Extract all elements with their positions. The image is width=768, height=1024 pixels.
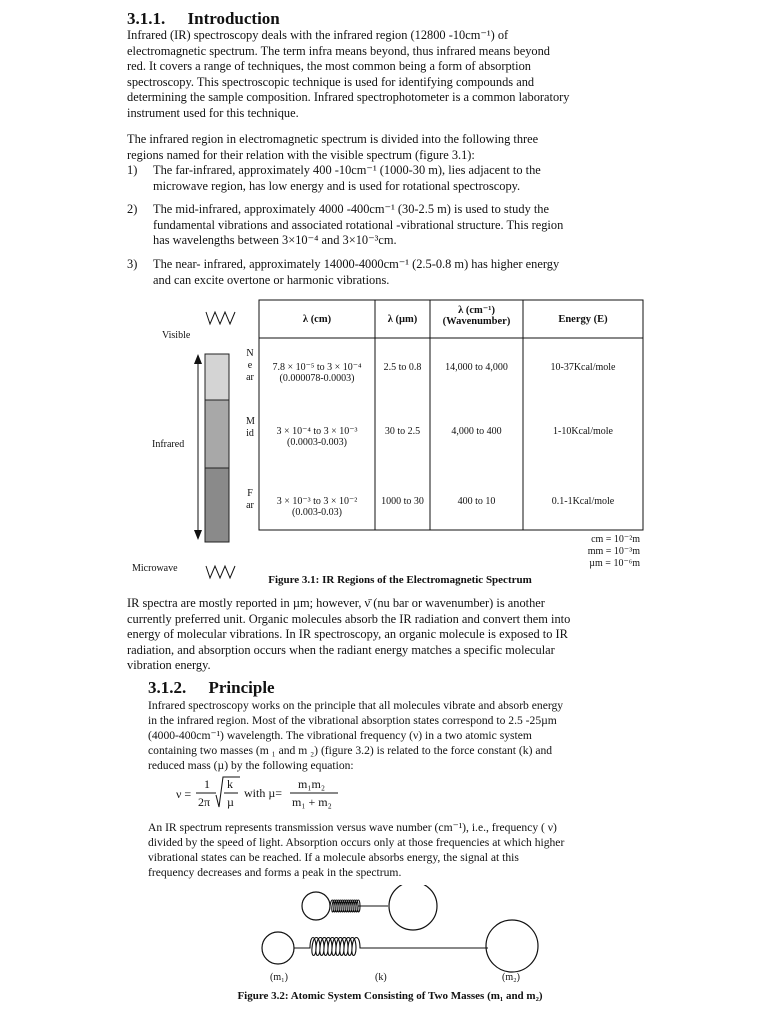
- text-line: has wavelengths between 3×10⁻⁴ and 3×10⁻³cm.: [153, 233, 397, 248]
- eq-two-pi: 2π: [198, 795, 211, 809]
- text-line: Infrared spectroscopy works on the principle that all molecules vibrate and absorb energy: [148, 699, 564, 712]
- text-line: The near- infrared, approximately 14000-4000cm⁻¹ (2.5-0.8 m) has higher energy: [153, 256, 560, 271]
- cell-energy: 10-37Kcal/mole: [550, 362, 616, 373]
- text-line: red. It covers a range of techniques, the most common being a form of absorption: [127, 59, 531, 74]
- figure-3-1: [120, 296, 650, 590]
- cell-wn: 14,000 to 4,000: [445, 362, 508, 373]
- intro-paragraph: [127, 28, 642, 122]
- cell-energy: 1-10Kcal/mole: [553, 426, 613, 437]
- eq-k: k: [227, 777, 233, 791]
- spring-extended: [294, 938, 488, 956]
- section-title: Principle: [208, 678, 275, 697]
- text-line: radiation, and absorption occurs when the radiant energy matches a specific molecular: [127, 642, 555, 657]
- list-number: 3): [127, 256, 138, 271]
- section-number: 3.1.1.: [127, 9, 166, 28]
- text-line: vibrational states can be reached. If a molecule absorbs energy, the signal at this: [148, 851, 519, 864]
- section-number: 3.1.2.: [148, 678, 187, 697]
- principle-paragraph: [148, 698, 648, 773]
- text-line: IR spectra are mostly reported in µm; however, ν̄ (nu bar or wavenumber) is another: [127, 596, 545, 610]
- mass-2-bottom: [486, 920, 538, 972]
- eq-mu: µ: [227, 795, 234, 809]
- band-near: [205, 354, 229, 400]
- text-line: electromagnetic spectrum. The term infra means beyond, thus infrared means beyond: [127, 43, 550, 58]
- mid-vertical-label: [244, 416, 256, 440]
- label-k: (k): [375, 972, 387, 983]
- table-row: [259, 362, 375, 384]
- header-wn: λ (cm⁻¹): [458, 305, 495, 316]
- text-line: The far-infrared, approximately 400 -10cm⁻¹ (1000-30 m), lies adjacent to the: [153, 163, 541, 177]
- eq-nu: ν =: [176, 787, 192, 801]
- text-line: spectroscopy. This spectroscopic technique is used for identifying compounds and: [127, 74, 535, 89]
- spectra-paragraph: [127, 596, 642, 674]
- text-line: An IR spectrum represents transmission versus wave number (cm⁻¹), i.e., frequency ( ν): [148, 821, 557, 834]
- text-line: microwave region, has low energy and is used for rotational spectroscopy.: [153, 178, 521, 193]
- unit-legend: [540, 534, 640, 570]
- unit-line: cm = 10⁻²m: [591, 534, 640, 545]
- text-line: and can excite overtone or harmonic vibrations.: [153, 272, 390, 287]
- text-line: energy of molecular vibrations. In IR spectroscopy, an organic molecule is exposed to IR: [127, 627, 568, 642]
- cell-um: 1000 to 30: [381, 496, 424, 507]
- text-line: Infrared (IR) spectroscopy deals with the infrared region (12800 -10cm⁻¹) of: [127, 28, 509, 42]
- regions-list: [127, 163, 642, 288]
- mass-2-top: [389, 885, 437, 930]
- microwave-label: Microwave: [132, 563, 178, 574]
- spectrum-paragraph: [148, 820, 648, 880]
- eq-numerator: m₁m₂: [298, 777, 326, 791]
- band-letters: Mid: [246, 416, 255, 439]
- band-letters: Near: [246, 348, 254, 383]
- list-number: 1): [127, 163, 138, 177]
- near-vertical-label: [244, 348, 256, 384]
- list-item: [127, 163, 642, 194]
- list-number: 2): [127, 202, 138, 217]
- text-line: containing two masses (m ₁ and m ₂) (figure 3.2) is related to the force constant (k) and: [148, 744, 553, 757]
- list-item: [127, 202, 642, 249]
- text-line: fundamental vibrations and associated rotational -vibrational structure. This region: [153, 217, 564, 232]
- unit-line: mm = 10⁻³m: [587, 546, 640, 557]
- text-line: in the infrared region. Most of the vibrational absorption states correspond to 2.5 -25µm: [148, 714, 557, 727]
- cell-cm: 3 × 10⁻³ to 3 × 10⁻²: [276, 496, 358, 507]
- eq-one: 1: [204, 777, 210, 791]
- cell-cm: 3 × 10⁻⁴ to 3 × 10⁻³: [276, 426, 358, 437]
- mass-1-bottom: [262, 932, 294, 964]
- cell-cm-decimal: (0.000078-0.0003): [279, 373, 355, 384]
- table-row: [259, 426, 375, 448]
- eq-denominator: m₁ + m₂: [292, 795, 332, 809]
- text-line: (4000-400cm⁻¹) wavelength. The vibrational frequency (ν) in a two atomic system: [148, 729, 532, 742]
- section-heading-intro: [127, 9, 280, 29]
- figure-3-2-caption: Figure 3.2: Atomic System Consisting of Two Masses (m₁ and m₂): [237, 990, 543, 1002]
- cell-cm: 7.8 × 10⁻⁵ to 3 × 10⁻⁴: [272, 362, 362, 373]
- frequency-equation: [170, 775, 370, 813]
- text-line: currently preferred unit. Organic molecules absorb the IR radiation and convert them into: [127, 611, 571, 626]
- cell-um: 30 to 2.5: [384, 426, 421, 437]
- text-line: The mid-infrared, approximately 4000 -400cm⁻¹ (30-2.5 m) is used to study the: [153, 202, 549, 217]
- regions-paragraph: [127, 132, 642, 163]
- figure-3-1-caption: Figure 3.1: IR Regions of the Electromagnetic Spectrum: [268, 574, 532, 586]
- eq-with: with µ=: [244, 786, 283, 800]
- cell-wn: 400 to 10: [457, 496, 496, 507]
- list-item: [127, 257, 642, 288]
- zigzag-top: [206, 312, 235, 324]
- eq-lines: [170, 775, 370, 813]
- spring-compressed: [330, 900, 388, 912]
- table-row: [259, 496, 375, 518]
- infrared-label: Infrared: [152, 439, 185, 450]
- header-wn-sub: (Wavenumber): [442, 316, 511, 327]
- text-line: vibration energy.: [127, 658, 211, 673]
- cell-um: 2.5 to 0.8: [383, 362, 422, 373]
- zigzag-bottom: [206, 566, 235, 578]
- far-vertical-label: [244, 488, 256, 512]
- header-cm: λ (cm): [302, 314, 332, 325]
- header-um: λ (µm): [387, 314, 418, 325]
- cell-cm-decimal: (0.003-0.03): [292, 507, 342, 518]
- header-energy: Energy (E): [558, 314, 608, 325]
- text-line: determining the sample composition. Infrared spectrophotometer is a common laboratory: [127, 90, 570, 105]
- unit-line: µm = 10⁻⁶m: [589, 558, 640, 569]
- text-line: reduced mass (µ) by the following equation:: [148, 759, 354, 772]
- mass-1-small: [302, 892, 330, 920]
- section-title: Introduction: [187, 9, 280, 28]
- text-line: instrument used for this technique.: [127, 105, 299, 120]
- cell-cm-decimal: (0.0003-0.003): [287, 437, 347, 448]
- text-line: divided by the speed of light. Absorption occurs only at those frequencies at which higher: [148, 836, 565, 849]
- visible-label: Visible: [162, 330, 191, 341]
- label-m2: (m₂): [502, 972, 520, 983]
- text-line: frequency decreases and forms a peak in the spectrum.: [148, 866, 402, 879]
- section-heading-principle: [148, 678, 275, 698]
- text-line: regions named for their relation with the visible spectrum (figure 3.1):: [127, 147, 475, 162]
- cell-wn: 4,000 to 400: [451, 426, 502, 437]
- band-far: [205, 468, 229, 542]
- band-letters: Far: [246, 488, 254, 511]
- band-mid: [205, 400, 229, 468]
- cell-energy: 0.1-1Kcal/mole: [551, 496, 615, 507]
- text-line: The infrared region in electromagnetic spectrum is divided into the following three: [127, 132, 539, 146]
- label-m1: (m₁): [270, 972, 288, 983]
